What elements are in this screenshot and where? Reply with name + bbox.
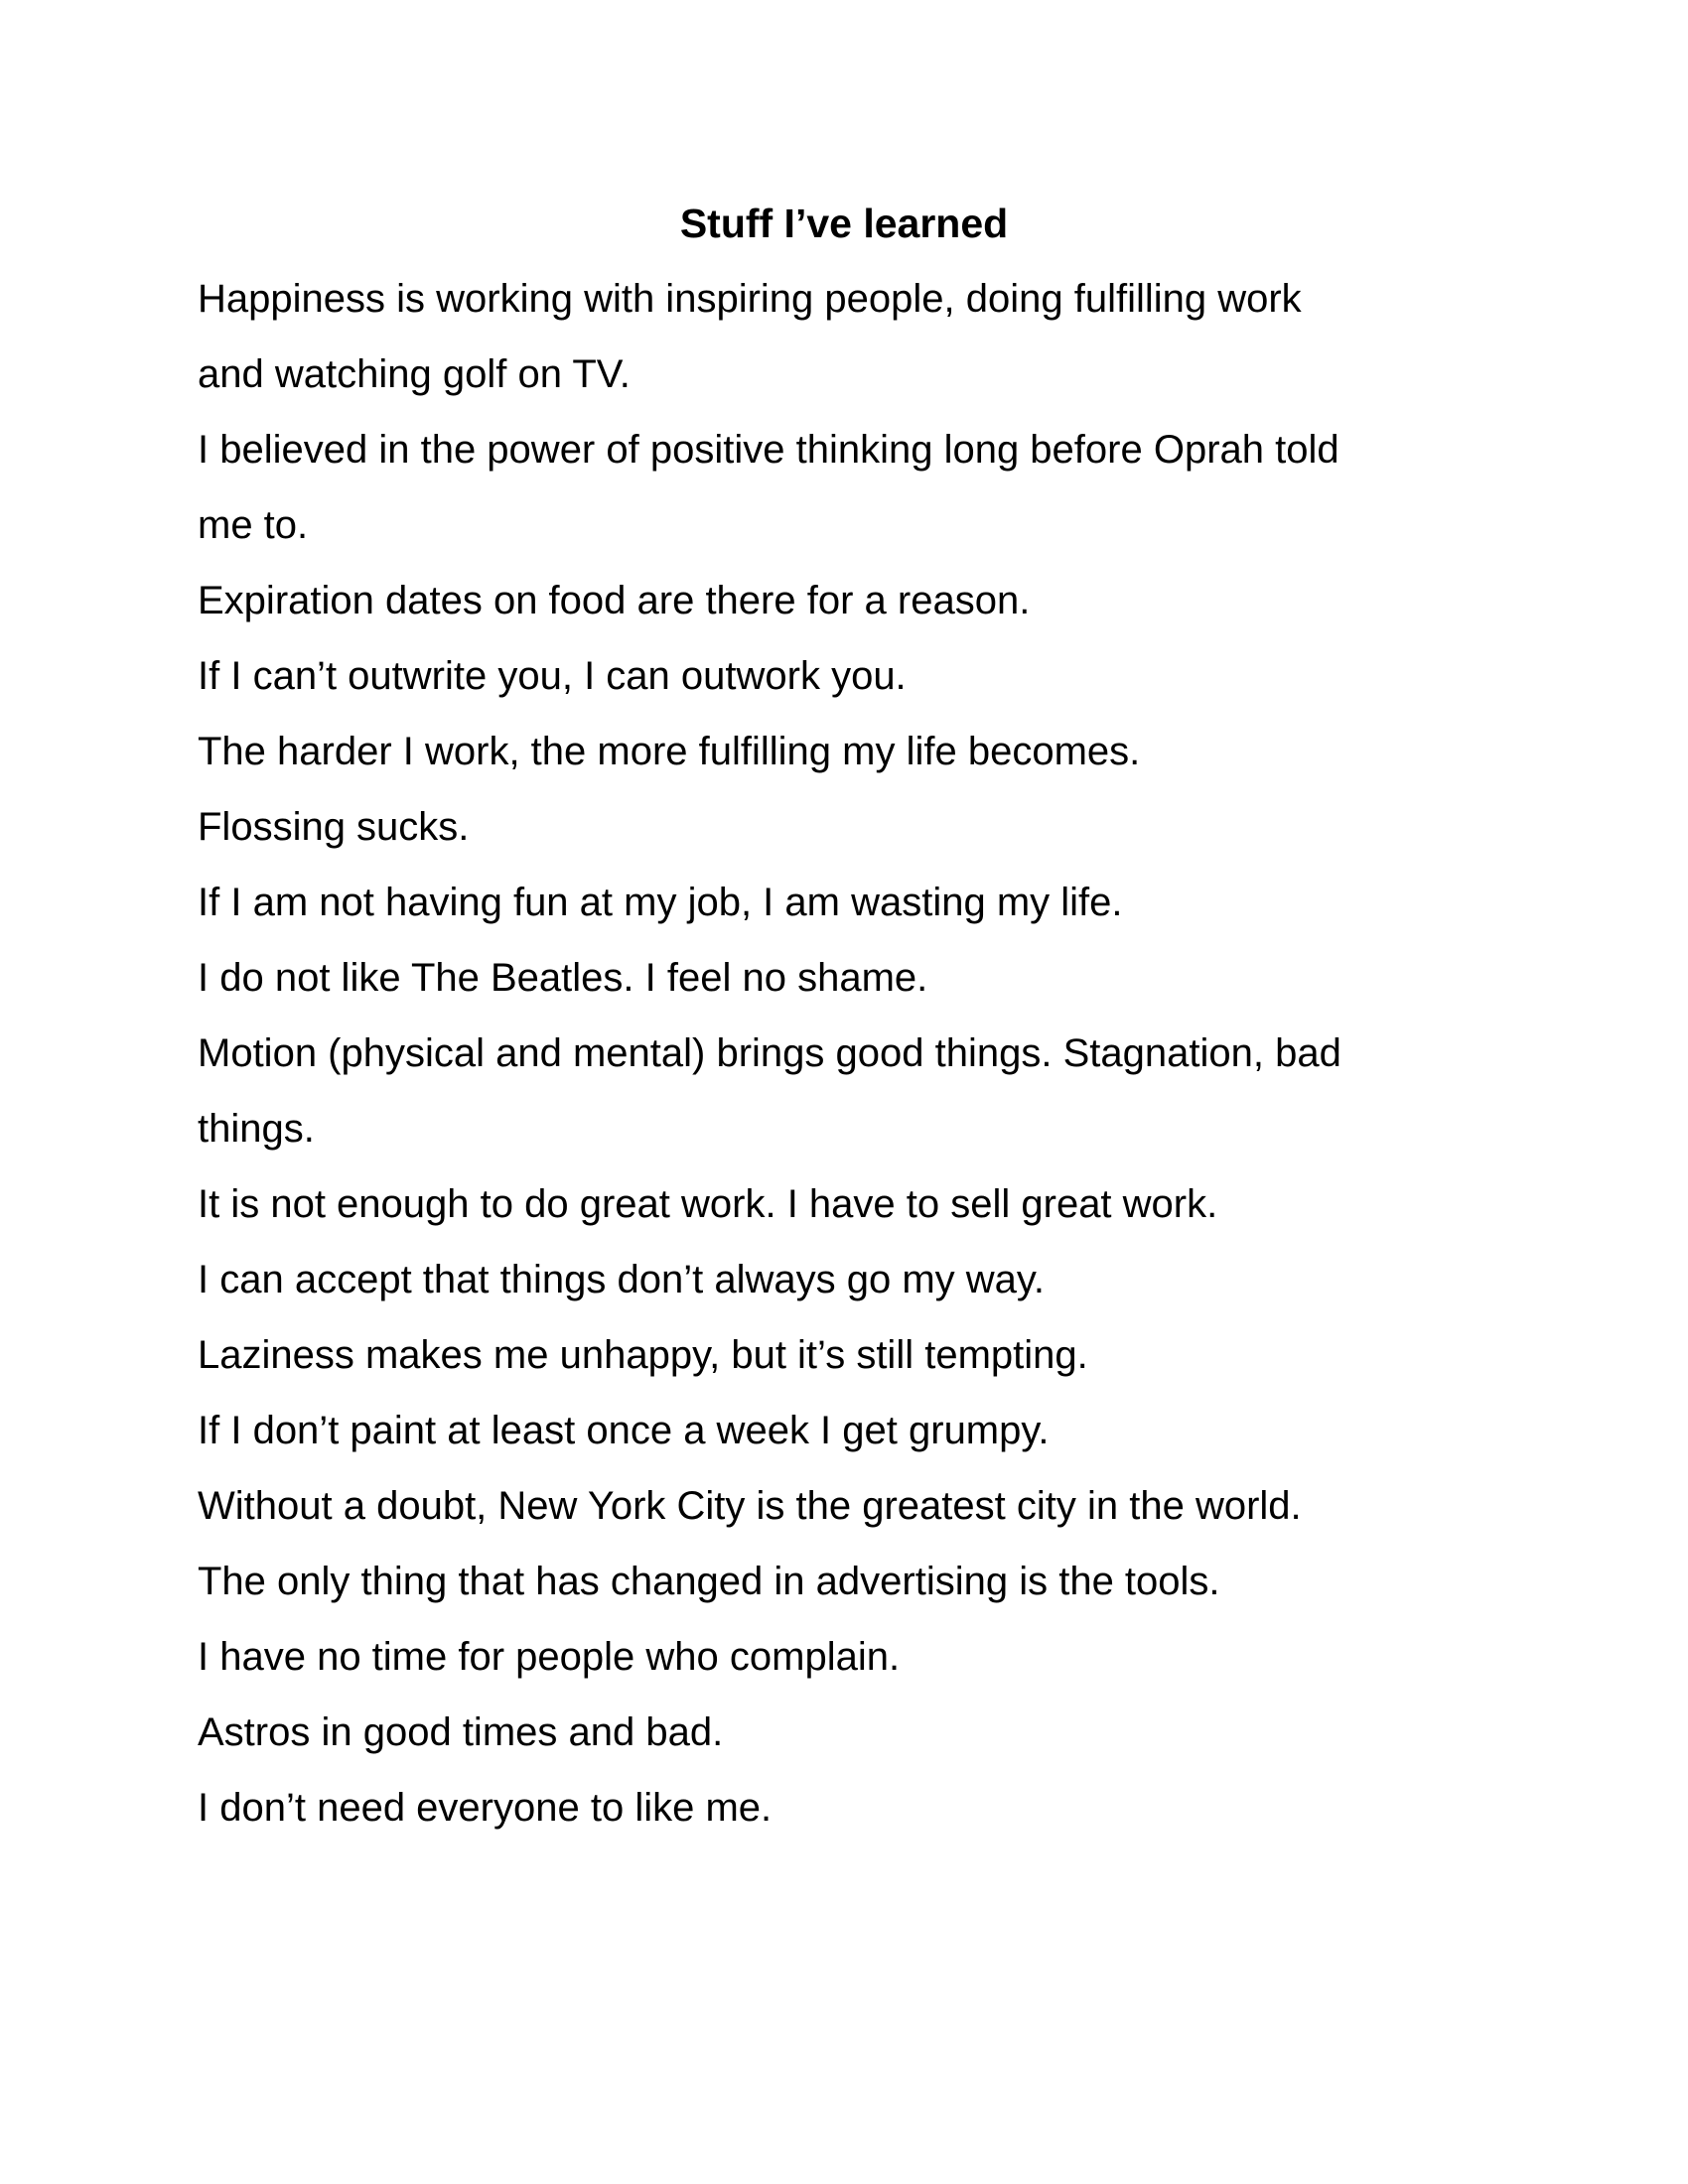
text-line: Happiness is working with inspiring people, doing fulfilling work — [198, 277, 1302, 321]
text-line: If I am not having fun at my job, I am wasting my life. — [198, 881, 1123, 924]
text-line: I can accept that things don’t always go my way. — [198, 1258, 1046, 1301]
text-line: I don’t need everyone to like me. — [198, 1786, 773, 1830]
text-line: things. — [198, 1107, 315, 1151]
text-line: Laziness makes me unhappy, but it’s still tempting. — [198, 1333, 1088, 1377]
text-line: It is not enough to do great work. I have to sell great work. — [198, 1182, 1218, 1226]
text-line: I believed in the power of positive thinking long before Oprah told — [198, 428, 1339, 472]
text-line: Motion (physical and mental) brings good things. Stagnation, bad — [198, 1031, 1341, 1075]
text-line: The only thing that has changed in advertising is the tools. — [198, 1560, 1220, 1603]
text-line: Astros in good times and bad. — [198, 1710, 724, 1754]
text-line: If I can’t outwrite you, I can outwork you. — [198, 654, 907, 698]
text-line: Flossing sucks. — [198, 805, 470, 849]
text-line: I do not like The Beatles. I feel no shame. — [198, 956, 928, 1000]
document-title: Stuff I’ve learned — [679, 201, 1009, 246]
text-line: me to. — [198, 503, 309, 547]
text-line: I have no time for people who complain. — [198, 1635, 901, 1679]
text-line: The harder I work, the more fulfilling my life becomes. — [198, 730, 1141, 773]
text-line: Without a doubt, New York City is the greatest city in the world. — [198, 1484, 1302, 1528]
text-line: Expiration dates on food are there for a reason. — [198, 579, 1031, 622]
text-line: If I don’t paint at least once a week I get grumpy. — [198, 1409, 1050, 1452]
text-line: and watching golf on TV. — [198, 352, 631, 396]
